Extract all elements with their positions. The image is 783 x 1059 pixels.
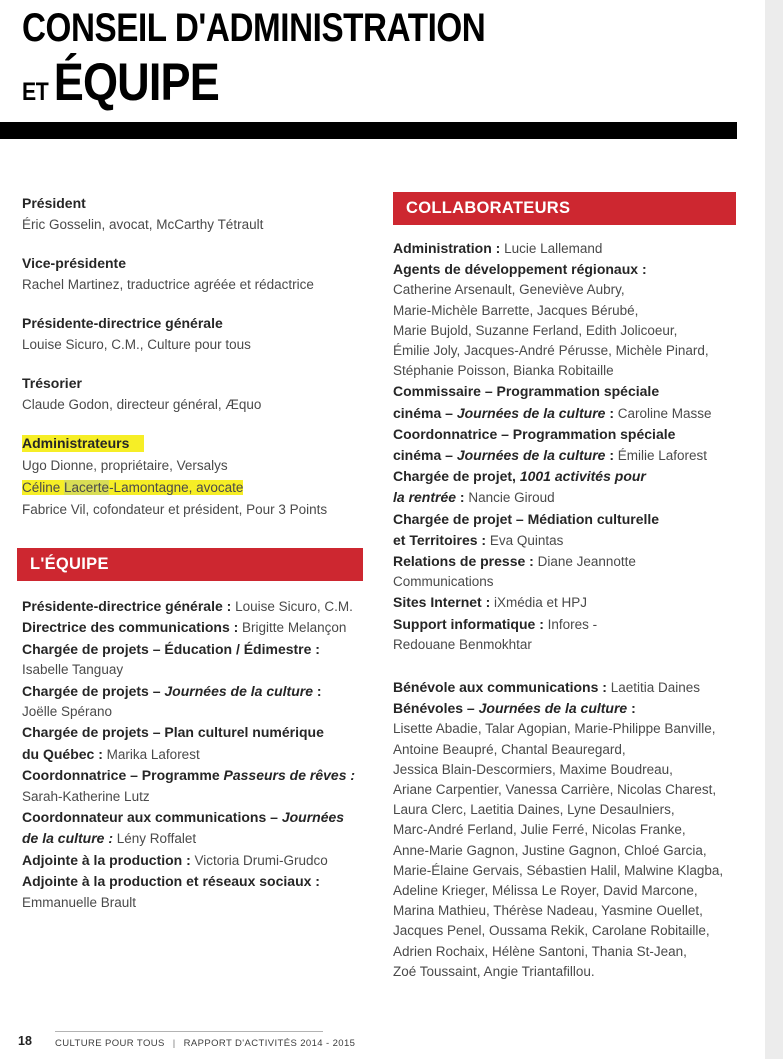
text-segment: Stéphanie Poisson, Bianka Robitaille [393, 363, 614, 379]
text-line [22, 596, 387, 617]
text-segment: Nancie Giroud [464, 490, 555, 506]
text-segment: Support informatique : [393, 615, 544, 632]
highlighted-text: Administrateurs [22, 435, 144, 452]
highlighted-text: Lacerte [64, 480, 110, 495]
page-title-equipe: ÉQUIPE [53, 53, 219, 112]
text-segment: Sarah-Katherine Lutz [22, 788, 150, 804]
text-line [393, 592, 765, 613]
text-segment: Coordonnateur aux communications – [22, 809, 282, 826]
text-segment: Journées de la culture [478, 700, 628, 717]
text-line [393, 238, 765, 259]
text-segment: Passeurs de rêves : [223, 767, 356, 784]
text-line [393, 572, 765, 592]
text-segment: Catherine Arsenault, Geneviève Aubry, [393, 282, 625, 298]
text-segment: : [627, 700, 636, 717]
text-segment: Isabelle Tanguay [22, 662, 124, 678]
text-line [393, 403, 765, 424]
text-line [22, 617, 387, 638]
text-segment: Administration : [393, 240, 501, 256]
text-segment: : [313, 682, 322, 699]
text-segment: : [605, 447, 614, 464]
text-line [393, 740, 765, 760]
text-line [22, 807, 387, 828]
text-segment: : [456, 489, 465, 506]
text-segment: Lucie Lallemand [500, 241, 603, 256]
text-segment: Eva Quintas [486, 532, 564, 548]
text-segment: Chargée de projets – Plan culturel numérique [22, 724, 324, 741]
text-line [393, 381, 765, 402]
text-line [22, 871, 387, 892]
text-line [393, 509, 765, 530]
text-line [393, 341, 765, 361]
text-segment: Lisette Abadie, Talar Agopian, Marie-Philippe Banville, [393, 721, 716, 737]
text-segment: Laura Clerc, Laetitia Daines, Lyne Desaulniers, [393, 802, 675, 818]
text-segment: Ugo Dionne, propriétaire, Versalys [22, 458, 228, 473]
text-segment: Marie-Élaine Gervais, Sébastien Halil, Malwine Klagba, [393, 862, 724, 878]
text-segment: Émilie Laforest [614, 448, 708, 464]
text-line [393, 551, 765, 572]
text-segment: : [605, 404, 614, 421]
text-segment: 1001 activités pour [519, 468, 646, 485]
collaborateurs-list [393, 238, 765, 655]
text-line [393, 881, 765, 901]
text-line [393, 321, 765, 341]
text-segment: Adjointe à la production : [22, 851, 191, 868]
text-line [393, 698, 765, 719]
text-line [393, 301, 765, 321]
highlighted-text: Céline [22, 480, 65, 495]
text-segment: Antoine Beaupré, Chantal Beauregard, [393, 741, 626, 757]
text-line [22, 850, 387, 871]
text-segment: Adrien Rochaix, Hélène Santoni, Thania St-Jean, [393, 943, 687, 959]
board-name: Louise Sicuro, C.M., Culture pour tous [22, 337, 251, 352]
text-line [22, 828, 387, 849]
text-segment: Ariane Carpentier, Vanessa Carrière, Nicolas Charest, [393, 782, 717, 798]
text-segment: Journées de la culture [456, 447, 606, 464]
text-line [393, 942, 765, 962]
text-segment: Adjointe à la production et réseaux sociaux : [22, 873, 320, 890]
text-line [393, 445, 765, 466]
footer-report-title: RAPPORT D'ACTIVITÉS 2014 - 2015 [183, 1038, 356, 1049]
text-line [393, 614, 765, 635]
text-segment: Brigitte Melançon [238, 620, 347, 636]
collaborateurs-banner [393, 192, 736, 225]
board-entry [22, 253, 387, 295]
board-entry [22, 193, 387, 235]
text-segment: Chargée de projets – [22, 682, 165, 699]
text-line [393, 800, 765, 820]
text-line [393, 530, 765, 551]
board-role: Vice-présidente [22, 255, 127, 271]
text-segment: Marie-Michèle Barrette, Jacques Bérubé, [393, 302, 639, 318]
text-line [393, 760, 765, 780]
text-line [393, 280, 765, 300]
board-section [22, 193, 387, 433]
administrators-section [22, 432, 387, 521]
board-entry [22, 313, 387, 355]
text-line [22, 639, 387, 660]
text-segment: Chargée de projet, [393, 468, 520, 485]
text-segment: cinéma – [393, 447, 457, 464]
text-segment: du Québec : [22, 745, 103, 762]
page-title [22, 6, 580, 113]
text-segment: Marie Bujold, Suzanne Ferland, Edith Jolicoeur, [393, 322, 678, 338]
text-segment: Commissaire – Programmation spéciale [393, 383, 660, 400]
footer-page-number: 18 [18, 1034, 32, 1048]
text-line [22, 702, 387, 722]
text-line [393, 861, 765, 881]
text-line [22, 455, 387, 477]
text-segment: Directrice des communications : [22, 619, 239, 636]
text-segment: Journées de la culture [456, 404, 606, 421]
text-line [393, 901, 765, 921]
text-line [393, 780, 765, 800]
footer-brand: CULTURE POUR TOUS [55, 1038, 165, 1049]
text-segment: la rentrée [393, 489, 457, 506]
equipe-list [22, 596, 387, 913]
text-line [393, 466, 765, 487]
text-line [22, 681, 387, 702]
text-segment: Marina Mathieu, Thérèse Nadeau, Yasmine Ouellet, [393, 903, 703, 919]
text-segment: Lény Roffalet [113, 831, 197, 847]
text-segment: Emmanuelle Brault [22, 894, 137, 910]
board-name: Éric Gosselin, avocat, McCarthy Tétrault [22, 217, 264, 232]
board-entry [22, 373, 387, 415]
text-line [393, 921, 765, 941]
text-segment: Redouane Benmokhtar [393, 636, 532, 652]
text-segment: Bénévole aux communications : [393, 679, 607, 695]
text-segment: Adeline Krieger, Mélissa Le Royer, David Marcone, [393, 883, 698, 899]
highlighted-text: -Lamontagne, avocate [109, 480, 244, 495]
footer-rule [55, 1031, 323, 1032]
text-segment: Louise Sicuro, C.M. [231, 599, 353, 614]
board-name: Rachel Martinez, traductrice agréée et rédactrice [22, 277, 314, 292]
text-segment: Diane Jeannotte [533, 554, 636, 570]
text-segment: Laetitia Daines [606, 680, 701, 695]
text-segment: Victoria Drumi-Grudco [190, 852, 328, 868]
text-line [393, 820, 765, 840]
page-title-line1: CONSEIL D'ADMINISTRATION [22, 6, 486, 50]
text-segment: Jessica Blain-Descormiers, Maxime Boudreau, [393, 761, 673, 777]
text-line [393, 841, 765, 861]
text-line [22, 765, 387, 786]
text-segment: Anne-Marie Gagnon, Justine Gagnon, Chloé Garcia, [393, 842, 707, 858]
text-segment: Communications [393, 574, 494, 590]
text-segment: iXmédia et HPJ [490, 595, 588, 611]
page-edge-strip [765, 0, 783, 1059]
footer-text [55, 1038, 355, 1049]
text-segment: Coordonnatrice – Programme [22, 767, 224, 784]
text-segment: Agents de développement régionaux : [393, 261, 647, 278]
text-segment: Présidente-directrice générale : [22, 598, 232, 614]
text-segment: cinéma – [393, 404, 457, 421]
text-segment: Marika Laforest [102, 746, 200, 762]
text-line [393, 962, 765, 982]
text-segment: de la culture : [22, 830, 114, 847]
text-line [22, 744, 387, 765]
text-segment: Caroline Masse [614, 405, 712, 421]
text-segment: Jacques Penel, Oussama Rekik, Carolane Robitaille, [393, 923, 710, 939]
text-segment: Journées de la culture [164, 682, 313, 699]
text-line [393, 424, 765, 445]
text-segment: Coordonnatrice – Programmation spéciale [393, 425, 676, 442]
board-name: Claude Godon, directeur général, Æquo [22, 397, 262, 412]
page-title-line2 [22, 52, 497, 113]
text-segment: Zoé Toussaint, Angie Triantafillou. [393, 963, 595, 979]
text-line [22, 499, 387, 521]
board-role: Trésorier [22, 375, 82, 391]
text-segment: Infores - [543, 616, 598, 632]
text-line [22, 660, 387, 680]
text-line [393, 635, 765, 655]
text-line [22, 787, 387, 807]
text-line [393, 361, 765, 381]
page-title-et: ET [22, 78, 54, 106]
text-segment: et Territoires : [393, 531, 487, 548]
text-line [393, 259, 765, 280]
text-line [393, 487, 765, 508]
text-segment: Marc-André Ferland, Julie Ferré, Nicolas Franke, [393, 822, 686, 838]
benevoles-list [393, 677, 765, 982]
text-segment: Relations de presse : [393, 553, 534, 570]
header-divider-bar [0, 122, 737, 139]
text-segment: Sites Internet : [393, 594, 491, 611]
text-segment: Émilie Joly, Jacques-André Pérusse, Michèle Pinard, [393, 343, 709, 359]
text-segment: Chargée de projet – Médiation culturelle [393, 510, 660, 527]
collaborateurs-heading: COLLABORATEURS [406, 199, 571, 217]
text-line [22, 722, 387, 743]
text-segment: Chargée de projets – Éducation / Édimestre : [22, 640, 320, 657]
text-segment: Joëlle Spérano [22, 704, 113, 720]
text-segment: Fabrice Vil, cofondateur et président, Pour 3 Points [22, 502, 328, 517]
board-role: Présidente-directrice générale [22, 315, 223, 331]
board-role: Président [22, 195, 86, 211]
text-line [393, 677, 765, 698]
text-line [22, 432, 387, 455]
text-line [22, 893, 387, 913]
footer-separator: | [172, 1038, 176, 1049]
equipe-heading: L'ÉQUIPE [30, 555, 109, 573]
text-segment: Bénévoles – [393, 700, 479, 717]
text-segment: Journées [281, 809, 345, 826]
text-line [393, 719, 765, 739]
equipe-banner [17, 548, 363, 581]
text-line [22, 477, 387, 499]
